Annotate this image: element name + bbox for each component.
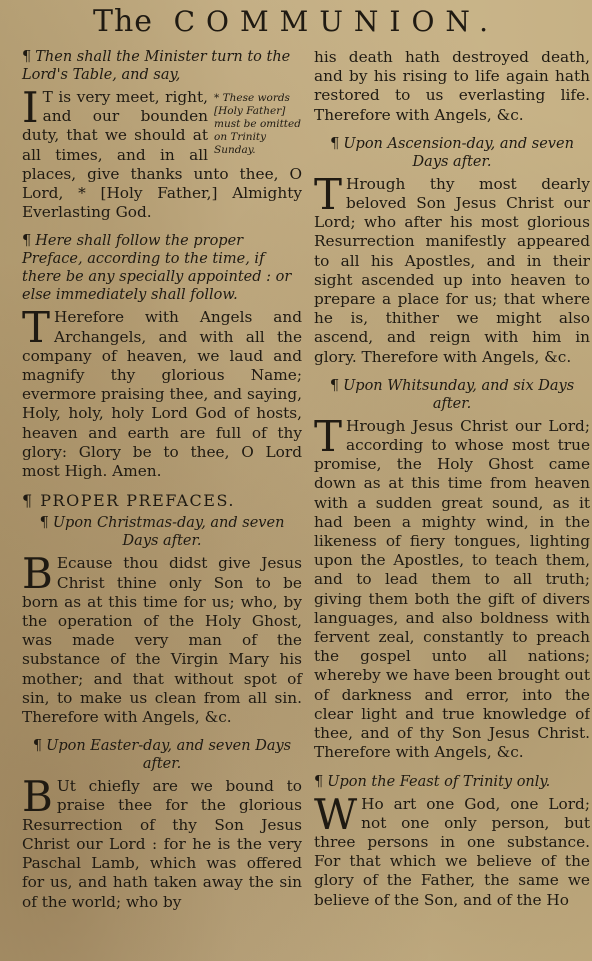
paragraph-text: Hrough Jesus Christ our Lord; according to whose most true promise, the Holy Ghost came down as at this time from heaven with a sudden great sound, as it had been a mighty wind, in the likeness of fiery tongues, lighting upon the Apostles, to teach them, and to lead them to all truth; giving them both the gift of divers languages, and also boldness with fervent zeal, constantly to preach the gospel unto all nations; whereby we have been brought out of darkness and error, into the clear light and true knowledge of thee, and of thy Son Jesus Christ. Therefore with Angels, &c. (314, 416, 590, 762)
paragraph-whitsunday (314, 411, 590, 763)
rubric-text: Upon Christmas-day, and seven Days after. (52, 515, 285, 550)
rubric-text: Then shall the Minister turn to the Lord's Table, and say, (22, 49, 291, 83)
whitsunday-block (314, 377, 590, 763)
dropcap: I (22, 83, 39, 132)
paragraph-text: Ho art one God, one Lord; not one only person, but three persons in one substance. For that which we believe of the glory of the Father, the same we believe of the Son, and of the Ho (314, 794, 590, 909)
rubric-ascension (314, 135, 590, 171)
paragraph-text: Hrough thy most dearly beloved Son Jesus Christ our Lord; who after his most glorious Resurrection manifestly appeared to all his Apostles, and in their sight ascended up into heaven to prepare a place for us; that where he is, thither we might also ascend, and reign with him in glory. Therefore with Angels, &c. (314, 174, 590, 366)
section-title: PROPER PREFACES. (40, 491, 235, 511)
paragraph-easter-continued: his death hath destroyed death, and by his rising to life again hath restored to us everlasting life. Therefore with Angels, &c. (314, 48, 590, 124)
christmas-block (22, 514, 302, 727)
pilcrow-icon: ¶ (314, 773, 324, 790)
section-heading (22, 491, 302, 510)
paragraph-text: Ecause thou didst give Jesus Christ thine only Son to be born as at this time for us; who, by the operation of the Holy Ghost, was made very man of the substance of the Virgin Mary his mother; and that without spot of sin, to make us clean from all sin. Therefore with Angels, &c. (22, 554, 302, 727)
side-note: * These words [Holy Father] must be omitted on Trinity Sunday. (214, 92, 301, 156)
rubric-text: Upon Ascension-day, and seven Days after. (343, 135, 574, 170)
pilcrow-icon: ¶ (39, 515, 49, 532)
dropcap: B (22, 549, 53, 599)
left-column (22, 48, 302, 922)
dropcap: T (22, 303, 51, 353)
pilcrow-icon: ¶ (22, 49, 32, 65)
opening-block (22, 48, 302, 222)
rubric-text: Upon the Feast of Trinity only. (327, 773, 551, 790)
easter-continued-block (314, 48, 590, 125)
paragraph-text: Ut chiefly are we bound to praise thee for the glorious Resurrection of thy Son Jesus Christ our Lord : for he is the very Paschal Lamb, which was offered for us, and hath taken away the sin of the world; who by (22, 777, 302, 911)
paragraph-christmas (22, 549, 302, 727)
pilcrow-icon: ¶ (330, 135, 340, 152)
paragraph-text: T is very meet, right, and our bounden duty, that we should at all times, and in all places, give thanks unto thee, O Lord, * [Holy Father,] Almighty Everlasting God. (22, 88, 302, 222)
pilcrow-icon: ¶ (32, 738, 43, 755)
rubric-text: Upon Whitsunday, and six Days after. (343, 377, 575, 412)
paragraph-easter (22, 772, 302, 911)
easter-block (22, 737, 302, 911)
header-the: The (92, 4, 154, 39)
paragraph-trinity (314, 789, 590, 910)
page-header (0, 4, 592, 44)
trinity-block (314, 773, 590, 910)
right-column (314, 48, 590, 920)
rubric-trinity (314, 773, 590, 791)
paragraph-therefore (22, 303, 302, 481)
rubric-whitsunday (314, 377, 590, 413)
preface-block (22, 232, 302, 481)
rubric-christmas (22, 514, 302, 550)
pilcrow-icon: ¶ (22, 491, 34, 511)
paragraph-text: Herefore with Angels and Archangels, and with all the company of heaven, we laud and magnify thy glorious Name; evermore praising thee, and saying, Holy, holy, holy Lord God of hosts, heaven and earth are full of thy glory: Glory be to thee, O Lord most High. Amen. (22, 308, 302, 481)
dropcap: T (314, 411, 343, 461)
rubric-text: Upon Easter-day, and seven Days after. (46, 738, 292, 773)
rubric-text: Here shall follow the proper Preface, according to the time, if there be any specially appointed : or else immediately shall follow. (22, 233, 292, 304)
header-title: COMMUNION. (173, 5, 500, 38)
ascension-block (314, 135, 590, 367)
paragraph-ascension (314, 169, 590, 367)
pilcrow-icon: ¶ (329, 377, 340, 394)
rubric-preface (22, 232, 302, 304)
rubric-minister (22, 48, 302, 84)
rubric-easter (22, 737, 302, 773)
dropcap: T (314, 169, 343, 219)
dropcap: W (314, 789, 358, 839)
dropcap: B (22, 772, 53, 822)
pilcrow-icon: ¶ (22, 233, 32, 250)
